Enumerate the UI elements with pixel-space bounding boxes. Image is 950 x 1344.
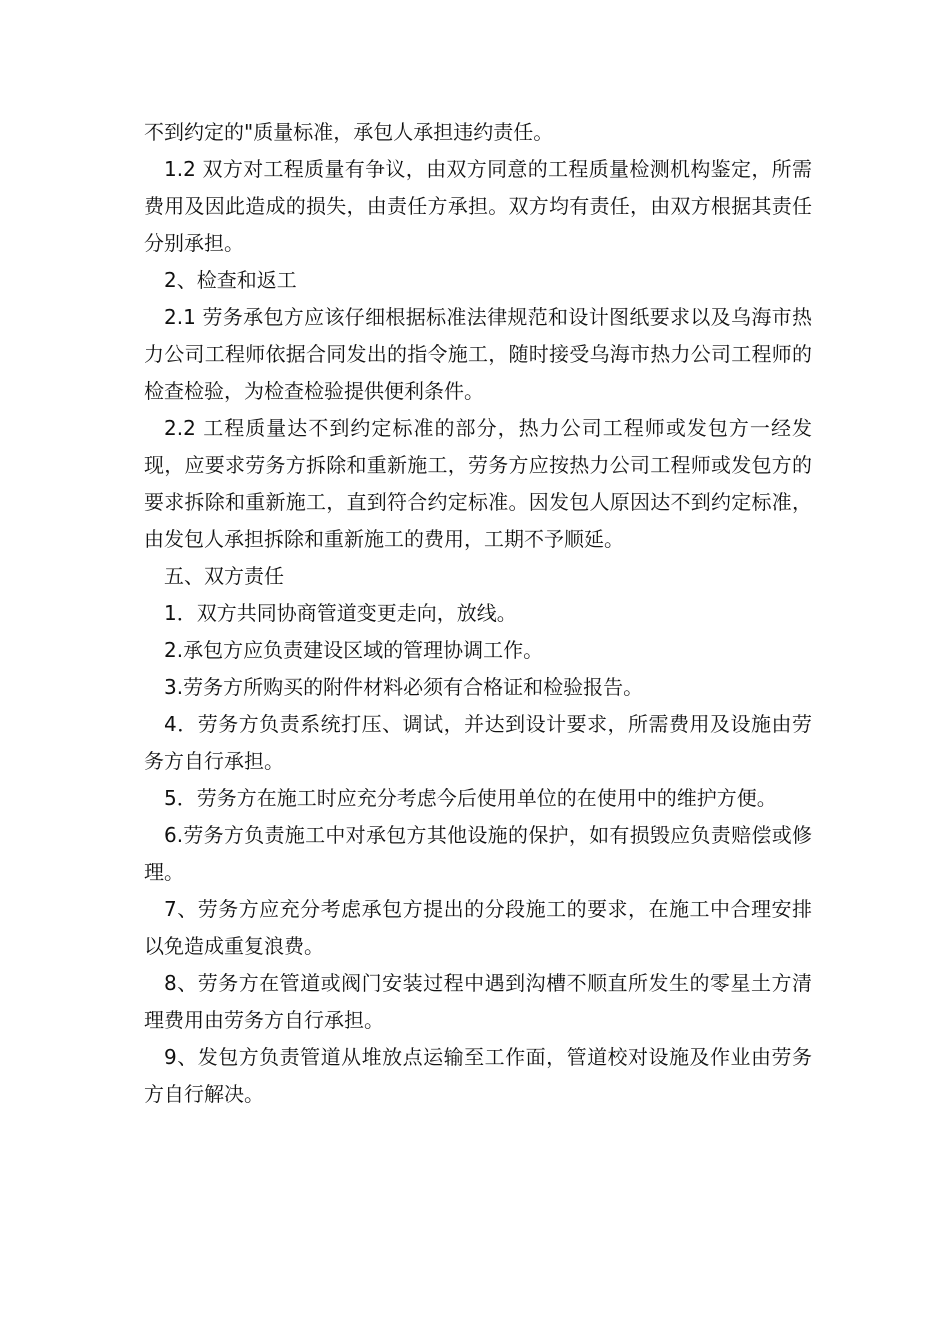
- list-item-4: 4．劳务方负责系统打压、调试，并达到设计要求，所需费用及设施由劳务方自行承担。: [144, 712, 812, 773]
- list-item-6: 6.劳务方负责施工中对承包方其他设施的保护，如有损毁应负责赔偿或修理。: [144, 823, 812, 884]
- section-heading-responsibilities: 五、双方责任: [164, 564, 284, 588]
- list-item-1: 1．双方共同协商管道变更走向，放线。: [164, 601, 517, 625]
- section-heading-inspection: 2、检查和返工: [164, 268, 297, 292]
- list-item-3: 3.劳务方所购买的附件材料必须有合格证和检验报告。: [164, 675, 644, 699]
- document-body: [144, 114, 812, 1113]
- list-item-8: 8、劳务方在管道或阀门安装过程中遇到沟槽不顺直所发生的零星土方清理费用由劳务方自行承担。: [144, 971, 812, 1032]
- paragraph-2-2: 2.2 工程质量达不到约定标准的部分，热力公司工程师或发包方一经发现，应要求劳务方拆除和重新施工，劳务方应按热力公司工程师或发包方的要求拆除和重新施工，直到符合约定标准。因发包人原因达不到约定标准，由发包人承担拆除和重新施工的费用，工期不予顺延。: [144, 416, 812, 551]
- list-item-7: 7、劳务方应充分考虑承包方提出的分段施工的要求，在施工中合理安排以免造成重复浪费。: [144, 897, 812, 958]
- paragraph-continuation: 不到约定的"质量标准，承包人承担违约责任。: [144, 120, 554, 144]
- list-item-5: 5．劳务方在施工时应充分考虑今后使用单位的在使用中的维护方便。: [164, 786, 777, 810]
- list-item-2: 2.承包方应负责建设区域的管理协调工作。: [164, 638, 544, 662]
- list-item-9: 9、发包方负责管道从堆放点运输至工作面，管道校对设施及作业由劳务方自行解决。: [144, 1045, 812, 1106]
- paragraph-2-1: 2.1 劳务承包方应该仔细根据标准法律规范和设计图纸要求以及乌海市热力公司工程师依据合同发出的指令施工，随时接受乌海市热力公司工程师的检查检验，为检查检验提供便利条件。: [144, 305, 812, 403]
- paragraph-1-2: 1.2 双方对工程质量有争议，由双方同意的工程质量检测机构鉴定，所需费用及因此造成的损失，由责任方承担。双方均有责任，由双方根据其责任分别承担。: [144, 157, 812, 255]
